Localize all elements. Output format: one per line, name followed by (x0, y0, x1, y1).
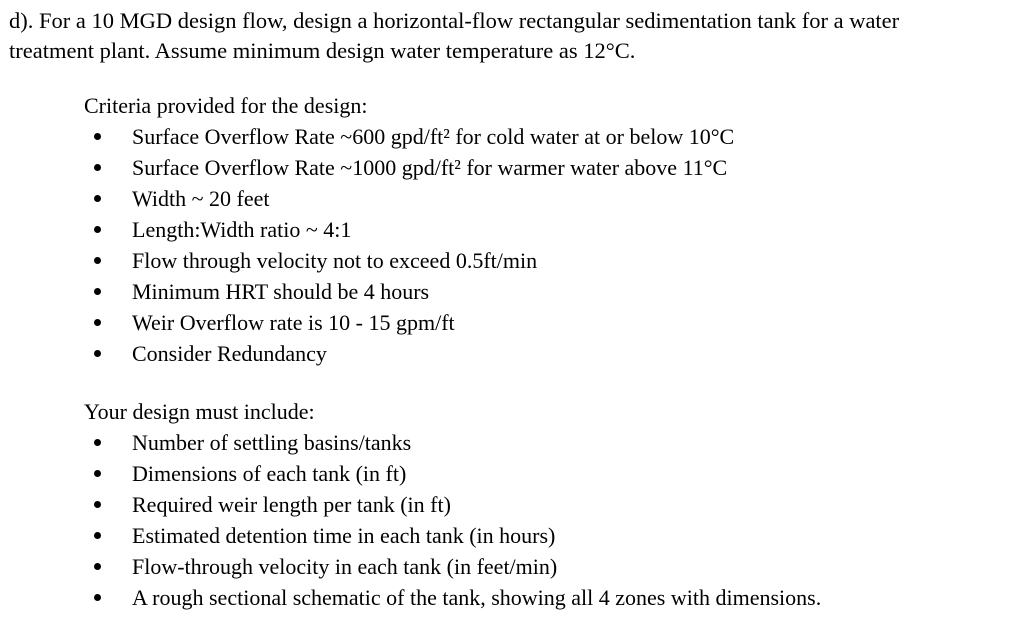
bullet-icon (94, 226, 101, 233)
problem-statement-line-2: treatment plant. Assume minimum design water temperature as 12°C. (9, 38, 636, 63)
problem-statement-line-1: d). For a 10 MGD design flow, design a horizontal-flow rectangular sedimentation tank for a water (9, 8, 900, 33)
design-criteria-list (84, 121, 1014, 369)
list-item-text: Dimensions of each tank (in ft) (132, 461, 407, 486)
list-item-text: Length:Width ratio ~ 4:1 (132, 217, 352, 242)
list-item-text: Flow through velocity not to exceed 0.5ft/min (132, 248, 538, 273)
list-item-text: Minimum HRT should be 4 hours (132, 279, 430, 304)
bullet-icon (94, 563, 101, 570)
list-item (84, 520, 1014, 551)
list-item (84, 551, 1014, 582)
bullet-icon (94, 439, 101, 446)
bullet-icon (94, 532, 101, 539)
list-item-text: Consider Redundancy (132, 341, 327, 366)
list-item-text: A rough sectional schematic of the tank, showing all 4 zones with dimensions. (132, 585, 822, 610)
list-item-text: Surface Overflow Rate ~600 gpd/ft² for cold water at or below 10°C (132, 124, 735, 149)
design-requirements-heading: Your design must include: (84, 399, 315, 424)
bullet-icon (94, 501, 101, 508)
bullet-icon (94, 288, 101, 295)
list-item (84, 307, 1014, 338)
bullet-icon (94, 257, 101, 264)
list-item (84, 183, 1014, 214)
list-item (84, 489, 1014, 520)
list-item-text: Required weir length per tank (in ft) (132, 492, 451, 517)
list-item-text: Width ~ 20 feet (132, 186, 270, 211)
list-item-text: Surface Overflow Rate ~1000 gpd/ft² for warmer water above 11°C (132, 155, 728, 180)
design-requirements-list (84, 427, 1014, 613)
bullet-icon (94, 133, 101, 140)
design-criteria-heading: Criteria provided for the design: (84, 93, 368, 118)
bullet-icon (94, 594, 101, 601)
bullet-icon (94, 319, 101, 326)
list-item (84, 276, 1014, 307)
design-criteria-section (84, 92, 1014, 369)
bullet-icon (94, 470, 101, 477)
list-item (84, 458, 1014, 489)
list-item (84, 338, 1014, 369)
bullet-icon (94, 164, 101, 171)
problem-statement (9, 6, 1019, 66)
bullet-icon (94, 350, 101, 357)
list-item (84, 427, 1014, 458)
list-item-text: Flow-through velocity in each tank (in feet/min) (132, 554, 558, 579)
list-item-text: Number of settling basins/tanks (132, 430, 412, 455)
list-item (84, 152, 1014, 183)
list-item-text: Estimated detention time in each tank (in hours) (132, 523, 556, 548)
design-requirements-section (84, 398, 1014, 613)
list-item (84, 582, 1014, 613)
list-item-text: Weir Overflow rate is 10 - 15 gpm/ft (132, 310, 455, 335)
bullet-icon (94, 195, 101, 202)
list-item (84, 245, 1014, 276)
list-item (84, 214, 1014, 245)
list-item (84, 121, 1014, 152)
